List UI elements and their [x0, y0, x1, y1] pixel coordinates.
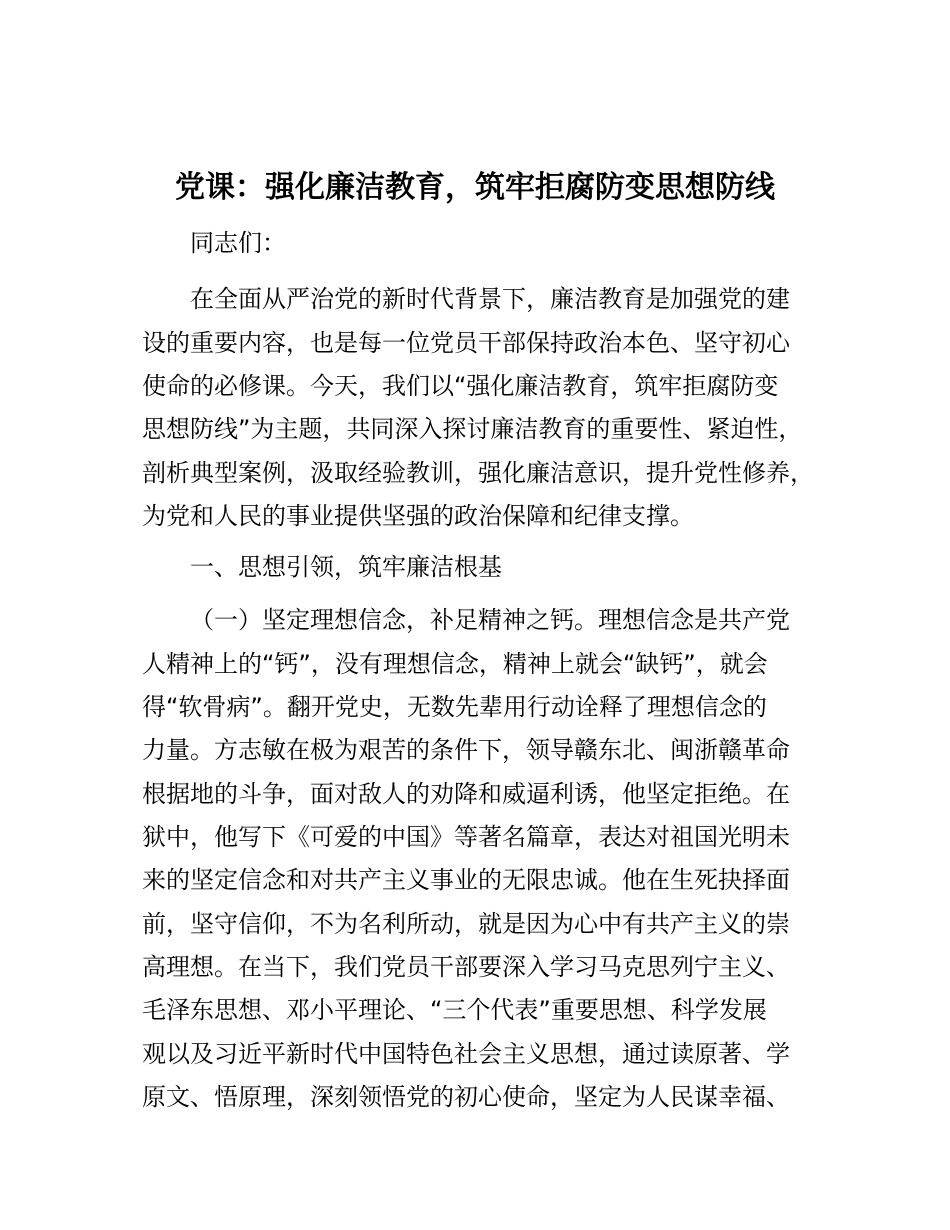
paragraph-line: 来的坚定信念和对共产主义事业的无限忠诚。他在生死抉择面	[142, 866, 790, 894]
paragraph-line: 原文、悟原理，深刻领悟党的初心使命，坚定为人民谋幸福、	[142, 1083, 790, 1111]
paragraph-line: 狱中，他写下《可爱的中国》等著名篇章，表达对祖国光明未	[142, 823, 790, 851]
paragraph-line: 得“软骨病”。翻开党史，无数先辈用行动诠释了理想信念的	[142, 693, 767, 721]
paragraph-line: 高理想。在当下，我们党员干部要深入学习马克思列宁主义、	[142, 953, 790, 981]
paragraph-line: 思想防线”为主题，共同深入探讨廉洁教育的重要性、紧迫性，	[142, 415, 803, 443]
paragraph-line: 观以及习近平新时代中国特色社会主义思想，通过读原著、学	[142, 1040, 790, 1068]
paragraph-line: 人精神上的“钙”，没有理想信念，精神上就会“缺钙”，就会	[142, 650, 768, 678]
paragraph-line: 毛泽东思想、邓小平理论、“三个代表”重要思想、科学发展	[142, 996, 767, 1024]
salutation: 同志们：	[190, 229, 286, 257]
paragraph-line: 在全面从严治党的新时代背景下，廉洁教育是加强党的建	[190, 285, 790, 313]
paragraph-line: 力量。方志敏在极为艰苦的条件下，领导赣东北、闽浙赣革命	[142, 736, 790, 764]
paragraph-line: 剖析典型案例，汲取经验教训，强化廉洁意识，提升党性修养，	[142, 459, 814, 487]
paragraph-line: 设的重要内容，也是每一位党员干部保持政治本色、坚守初心	[142, 329, 790, 357]
document-title: 党课：强化廉洁教育，筑牢拒腐防变思想防线	[175, 170, 775, 205]
paragraph-line: （一）坚定理想信念，补足精神之钙。理想信念是共产党	[190, 606, 790, 634]
paragraph-line: 使命的必修课。今天，我们以“强化廉洁教育，筑牢拒腐防变	[142, 372, 779, 400]
paragraph-line: 根据地的斗争，面对敌人的劝降和威逼利诱，他坚定拒绝。在	[142, 780, 790, 808]
paragraph-line: 为党和人民的事业提供坚强的政治保障和纪律支撑。	[142, 502, 694, 530]
section-heading: 一、思想引领，筑牢廉洁根基	[190, 553, 502, 581]
paragraph-line: 前，坚守信仰，不为名利所动，就是因为心中有共产主义的崇	[142, 910, 790, 938]
